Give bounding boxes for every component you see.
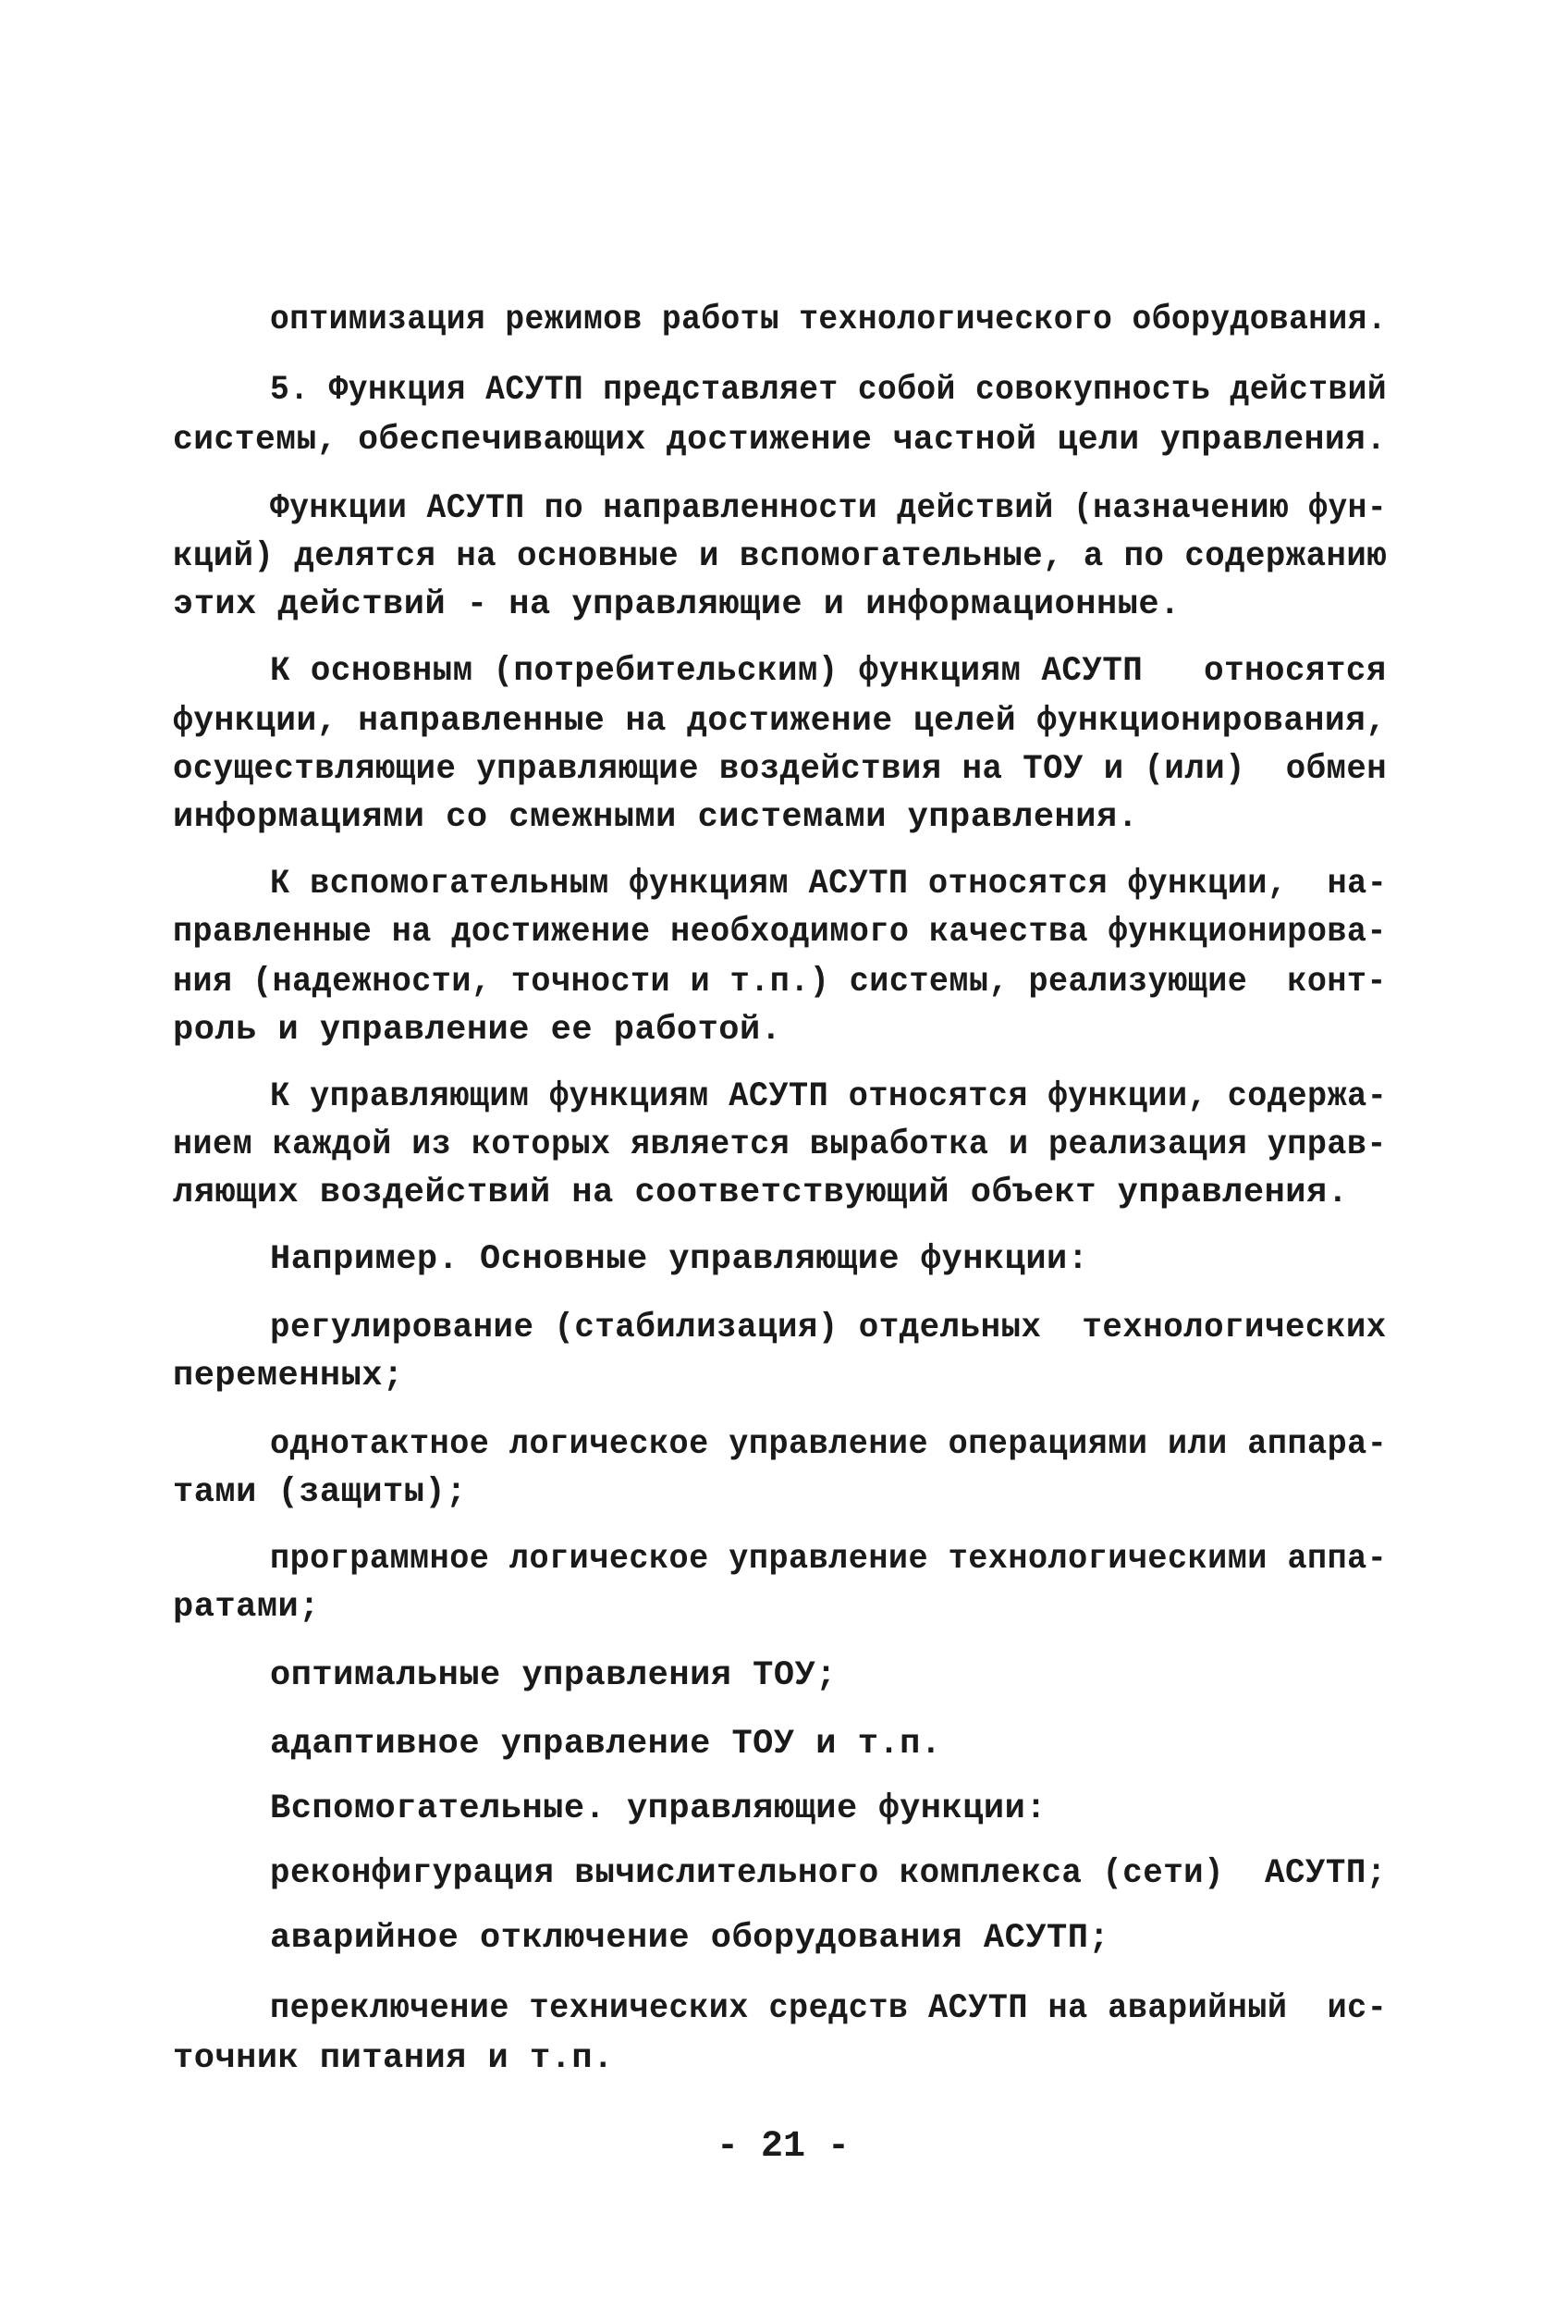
text-line: К основным (потребительским) функциям АСУТП относятся [270, 652, 1387, 691]
text-line: функции, направленные на достижение целей функционирования, [173, 702, 1387, 741]
text-line: Вспомогательные. управляющие функции: [270, 1789, 1047, 1828]
text-line: Например. Основные управляющие функции: [270, 1240, 1089, 1279]
text-line: адаптивное управление ТОУ и т.п. [270, 1725, 942, 1764]
text-line: переменных; [173, 1357, 404, 1396]
text-line: оптимизация режимов работы технологического оборудования. [270, 301, 1388, 339]
text-line: К управляющим функциям АСУТП относятся функции, содержа- [270, 1077, 1388, 1116]
text-line: Функции АСУТП по направленности действий (назначению фун- [270, 489, 1388, 528]
text-line: кций) делятся на основные и вспомогательные, а по содержанию [173, 537, 1388, 576]
text-line: точник питания и т.п. [173, 2039, 614, 2078]
text-line: ратами; [173, 1588, 320, 1627]
text-line: аварийное отключение оборудования АСУТП; [270, 1919, 1110, 1958]
text-line: оптимальные управления ТОУ; [270, 1656, 837, 1695]
text-line: ляющих воздействий на соответствующий объект управления. [173, 1174, 1349, 1212]
text-line: ния (надежности, точности и т.п.) системы, реализующие конт- [173, 963, 1387, 1002]
text-line: переключение технических средств АСУТП на аварийный ис- [270, 1989, 1388, 2028]
text-line: 5. Функция АСУТП представляет собой совокупность действий [270, 371, 1388, 410]
text-line: нием каждой из которых является выработка и реализация управ- [173, 1125, 1387, 1164]
text-line: этих действий - на управляющие и информационные. [173, 585, 1181, 624]
text-line: системы, обеспечивающих достижение частной цели управления. [173, 421, 1387, 460]
text-line: роль и управление ее работой. [173, 1011, 782, 1050]
text-line: К вспомогательным функциям АСУТП относятся функции, на- [270, 865, 1388, 904]
text-line: однотактное логическое управление операциями или аппара- [270, 1425, 1388, 1464]
text-line: реконфигурация вычислительного комплекса (сети) АСУТП; [270, 1854, 1387, 1893]
text-line: информациями со смежными системами управления. [173, 798, 1139, 837]
text-line: осуществляющие управляющие воздействия на ТОУ и (или) обмен [173, 750, 1388, 789]
text-line: тами (защиты); [173, 1473, 467, 1512]
text-line: правленные на достижение необходимого качества функционирова- [173, 913, 1387, 952]
text-line: регулирование (стабилизация) отдельных технологических [270, 1309, 1387, 1347]
text-line: программное логическое управление технологическими аппа- [270, 1540, 1388, 1579]
page-number: - 21 - [717, 2126, 851, 2168]
